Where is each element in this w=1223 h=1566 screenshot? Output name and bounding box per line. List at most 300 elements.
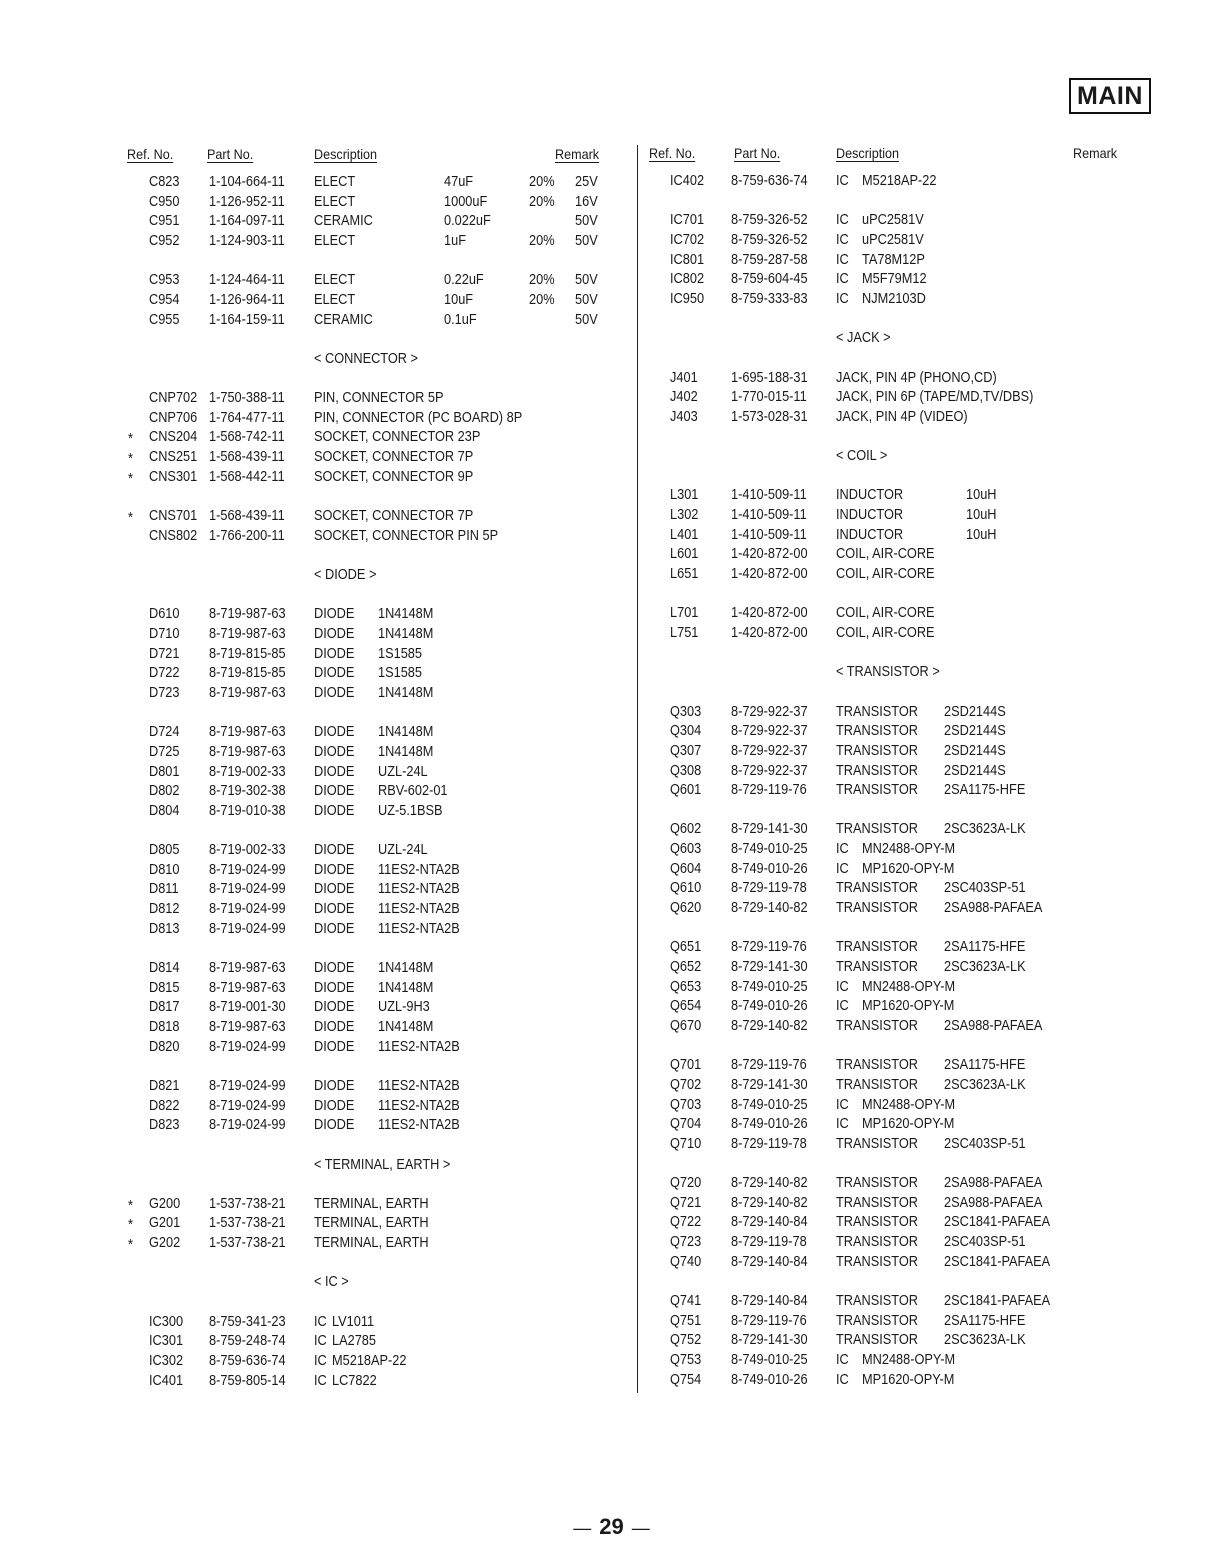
value: 1S1585 <box>378 645 422 662</box>
right-header-ref: Ref. No. <box>649 145 696 161</box>
description: TRANSISTOR <box>836 1017 919 1034</box>
description: DIODE <box>314 960 355 976</box>
description: TRANSISTOR <box>836 900 919 917</box>
part-no: 1-164-159-11 <box>209 311 285 328</box>
rating: 50V <box>575 272 598 289</box>
description: IC <box>836 998 849 1015</box>
part-no: 1-770-015-11 <box>731 389 807 406</box>
part-no: 1-420-872-00 <box>731 566 808 582</box>
value: 11ES2-NTA2B <box>378 920 460 937</box>
description: TRANSISTOR <box>836 939 919 956</box>
value: 2SD2144S <box>944 703 1006 720</box>
description: COIL, AIR-CORE <box>836 546 935 563</box>
description: TRANSISTOR <box>836 703 919 720</box>
description: DIODE <box>314 606 355 623</box>
ref-no: C950 <box>149 193 180 210</box>
value: 11ES2-NTA2B <box>378 881 460 898</box>
part-no: 8-719-024-99 <box>209 1097 286 1114</box>
ref-no: D815 <box>149 979 180 996</box>
value: 2SC1841-PAFAEA <box>944 1253 1051 1270</box>
ref-no: CNS251 <box>149 449 198 466</box>
part-no: 8-759-805-14 <box>209 1372 286 1389</box>
value: 1000uF <box>444 193 488 210</box>
ref-no: L701 <box>670 605 699 622</box>
description: IC <box>314 1353 327 1369</box>
part-no: 8-729-119-76 <box>731 939 807 956</box>
ref-no: D817 <box>149 999 180 1016</box>
part-no: 1-126-964-11 <box>209 291 285 308</box>
value: 11ES2-NTA2B <box>378 1097 460 1114</box>
ref-no: G202 <box>149 1235 181 1252</box>
tolerance: 20% <box>529 193 555 210</box>
ref-no: IC401 <box>149 1372 184 1389</box>
description: IC <box>836 1352 849 1368</box>
value: 11ES2-NTA2B <box>378 861 460 878</box>
description: IC <box>314 1313 327 1330</box>
description: INDUCTOR <box>836 507 904 524</box>
description: TRANSISTOR <box>836 1057 919 1074</box>
ref-no: Q652 <box>670 959 702 975</box>
description: SOCKET, CONNECTOR 7P <box>314 449 474 466</box>
part-no: 1-124-903-11 <box>209 232 285 249</box>
part-no: 8-729-119-78 <box>731 880 807 897</box>
ref-no: L751 <box>670 624 699 641</box>
part-no: 1-420-872-00 <box>731 605 808 622</box>
value: UZL-9H3 <box>378 999 430 1016</box>
part-no: 1-537-738-21 <box>209 1235 286 1252</box>
ref-no: IC302 <box>149 1353 184 1369</box>
description: IC <box>836 1371 849 1388</box>
value: MN2488-OPY-M <box>862 978 956 995</box>
part-no: 8-719-987-63 <box>209 606 286 623</box>
value: 10uH <box>966 507 997 524</box>
part-no: 1-764-477-11 <box>209 409 285 426</box>
part-no: 8-759-248-74 <box>209 1333 286 1350</box>
value: M5F79M12 <box>862 271 927 288</box>
description: DIODE <box>314 1038 355 1055</box>
value: M5218AP-22 <box>332 1353 407 1369</box>
description: TRANSISTOR <box>836 782 919 799</box>
tolerance: 20% <box>529 174 555 190</box>
description: DIODE <box>314 999 355 1016</box>
tolerance: 20% <box>529 232 555 249</box>
part-no: 8-729-922-37 <box>731 762 808 779</box>
reference-mark: * <box>128 451 133 468</box>
ref-no: D723 <box>149 684 180 701</box>
description: COIL, AIR-CORE <box>836 605 935 622</box>
description: TERMINAL, EARTH <box>314 1195 429 1212</box>
part-no: 8-729-922-37 <box>731 742 808 759</box>
part-no: 8-719-002-33 <box>209 842 286 859</box>
description: DIODE <box>314 743 355 760</box>
value: 1N4148M <box>378 1018 434 1035</box>
part-no: 8-729-140-84 <box>731 1214 808 1231</box>
ref-no: Q653 <box>670 978 702 995</box>
description: DIODE <box>314 783 355 800</box>
description: IC <box>836 271 849 288</box>
ref-no: D810 <box>149 861 180 878</box>
ref-no: J403 <box>670 408 698 425</box>
value: 0.022uF <box>444 213 491 230</box>
value: RBV-602-01 <box>378 783 448 800</box>
right-header-desc: Description <box>836 145 900 161</box>
description: DIODE <box>314 842 355 859</box>
ref-no: CNS204 <box>149 429 198 446</box>
description: DIODE <box>314 645 355 662</box>
part-no: 8-719-302-38 <box>209 783 286 800</box>
value: 2SA988-PAFAEA <box>944 1194 1043 1211</box>
value: LC7822 <box>332 1372 377 1389</box>
value: MP1620-OPY-M <box>862 860 955 877</box>
ref-no: C954 <box>149 291 180 308</box>
description: TRANSISTOR <box>836 821 919 838</box>
ref-no: IC702 <box>670 231 705 248</box>
value: 2SA1175-HFE <box>944 782 1026 799</box>
rating: 50V <box>575 232 598 249</box>
description: TRANSISTOR <box>836 1214 919 1231</box>
description: TRANSISTOR <box>836 1293 919 1310</box>
value: 1N4148M <box>378 743 434 760</box>
tolerance: 20% <box>529 272 555 289</box>
value: 2SA1175-HFE <box>944 1057 1026 1074</box>
value: MN2488-OPY-M <box>862 1352 956 1368</box>
value: M5218AP-22 <box>862 173 937 189</box>
description: INDUCTOR <box>836 487 904 504</box>
part-no: 8-729-140-84 <box>731 1293 808 1310</box>
ref-no: Q752 <box>670 1332 702 1349</box>
part-no: 8-729-922-37 <box>731 703 808 720</box>
part-no: 1-104-664-11 <box>209 174 285 190</box>
part-no: 8-729-141-30 <box>731 959 808 975</box>
description: IC <box>836 290 849 307</box>
value: 1N4148M <box>378 979 434 996</box>
value: UZL-24L <box>378 763 428 780</box>
value: 1N4148M <box>378 606 434 623</box>
description: CERAMIC <box>314 311 373 328</box>
part-no: 1-410-509-11 <box>731 507 807 524</box>
part-no: 1-164-097-11 <box>209 213 285 230</box>
ref-no: Q704 <box>670 1116 702 1133</box>
ref-no: L601 <box>670 546 699 563</box>
part-no: 8-759-341-23 <box>209 1313 286 1330</box>
part-no: 8-729-141-30 <box>731 1332 808 1349</box>
part-no: 8-719-987-63 <box>209 960 286 976</box>
part-no: 8-729-140-82 <box>731 1175 808 1192</box>
description: TRANSISTOR <box>836 723 919 740</box>
value: 1N4148M <box>378 724 434 741</box>
ref-no: Q602 <box>670 821 702 838</box>
ref-no: Q753 <box>670 1352 702 1368</box>
description: JACK, PIN 6P (TAPE/MD,TV/DBS) <box>836 389 1034 406</box>
value: UZL-24L <box>378 842 428 859</box>
ref-no: Q304 <box>670 723 702 740</box>
part-no: 8-749-010-26 <box>731 998 808 1015</box>
part-no: 8-719-024-99 <box>209 1077 286 1094</box>
ref-no: C955 <box>149 311 180 328</box>
ref-no: Q601 <box>670 782 702 799</box>
reference-mark: * <box>128 1197 133 1214</box>
left-header-desc: Description <box>314 146 378 162</box>
description: SOCKET, CONNECTOR 9P <box>314 468 474 485</box>
part-no: 8-729-140-84 <box>731 1253 808 1270</box>
ref-no: C952 <box>149 232 180 249</box>
value: 2SD2144S <box>944 762 1006 779</box>
ref-no: D822 <box>149 1097 180 1114</box>
part-no: 8-729-140-82 <box>731 1194 808 1211</box>
section-heading: < IC > <box>314 1274 349 1291</box>
description: IC <box>836 212 849 229</box>
ref-no: C953 <box>149 272 180 289</box>
part-no: 1-420-872-00 <box>731 546 808 563</box>
description: TRANSISTOR <box>836 1194 919 1211</box>
part-no: 8-749-010-25 <box>731 978 808 995</box>
section-heading: < JACK > <box>836 330 891 347</box>
value: MN2488-OPY-M <box>862 841 956 858</box>
description: DIODE <box>314 763 355 780</box>
description: JACK, PIN 4P (PHONO,CD) <box>836 369 997 386</box>
part-no: 8-719-010-38 <box>209 802 286 819</box>
value: 11ES2-NTA2B <box>378 901 460 918</box>
part-no: 8-759-604-45 <box>731 271 808 288</box>
ref-no: Q654 <box>670 998 702 1015</box>
description: SOCKET, CONNECTOR 7P <box>314 508 474 525</box>
value: uPC2581V <box>862 212 924 229</box>
ref-no: D812 <box>149 901 180 918</box>
description: IC <box>836 978 849 995</box>
part-no: 8-759-333-83 <box>731 290 808 307</box>
page-number: 29 <box>599 1514 624 1539</box>
part-no: 8-729-119-76 <box>731 1312 807 1329</box>
description: DIODE <box>314 802 355 819</box>
rating: 16V <box>575 193 598 210</box>
description: ELECT <box>314 232 356 249</box>
right-header-remark: Remark <box>1073 145 1118 161</box>
ref-no: D725 <box>149 743 180 760</box>
description: TRANSISTOR <box>836 959 919 975</box>
description: IC <box>836 1096 849 1113</box>
part-no: 1-573-028-31 <box>731 408 808 425</box>
rating: 50V <box>575 213 598 230</box>
part-no: 8-729-140-82 <box>731 1017 808 1034</box>
ref-no: CNS802 <box>149 527 198 544</box>
ref-no: CNS301 <box>149 468 198 485</box>
ref-no: D724 <box>149 724 180 741</box>
tolerance: 20% <box>529 291 555 308</box>
description: IC <box>836 841 849 858</box>
ref-no: Q721 <box>670 1194 702 1211</box>
ref-no: IC950 <box>670 290 705 307</box>
description: TRANSISTOR <box>836 1175 919 1192</box>
part-no: 1-420-872-00 <box>731 624 808 641</box>
description: DIODE <box>314 979 355 996</box>
ref-no: Q723 <box>670 1234 702 1251</box>
ref-no: CNP702 <box>149 390 198 407</box>
ref-no: Q603 <box>670 841 702 858</box>
ref-no: D813 <box>149 920 180 937</box>
description: TERMINAL, EARTH <box>314 1215 429 1232</box>
value: 1S1585 <box>378 665 422 682</box>
description: DIODE <box>314 881 355 898</box>
value: LV1011 <box>332 1313 375 1330</box>
part-no: 8-729-119-78 <box>731 1135 807 1152</box>
part-no: 8-719-024-99 <box>209 881 286 898</box>
part-no: 8-749-010-25 <box>731 1352 808 1368</box>
description: ELECT <box>314 272 356 289</box>
ref-no: Q702 <box>670 1076 702 1093</box>
value: 2SC3623A-LK <box>944 959 1026 975</box>
part-no: 8-719-987-63 <box>209 684 286 701</box>
description: DIODE <box>314 1077 355 1094</box>
description: DIODE <box>314 920 355 937</box>
description: TRANSISTOR <box>836 1332 919 1349</box>
ref-no: Q303 <box>670 703 702 720</box>
ref-no: IC402 <box>670 173 705 189</box>
left-header-remark: Remark <box>555 146 600 162</box>
reference-mark: * <box>128 1217 133 1234</box>
description: DIODE <box>314 861 355 878</box>
ref-no: Q722 <box>670 1214 702 1231</box>
ref-no: Q710 <box>670 1135 702 1152</box>
ref-no: D821 <box>149 1077 180 1094</box>
description: IC <box>836 231 849 248</box>
description: PIN, CONNECTOR (PC BOARD) 8P <box>314 409 523 426</box>
part-no: 1-410-509-11 <box>731 487 807 504</box>
description: ELECT <box>314 193 356 210</box>
part-no: 1-568-742-11 <box>209 429 285 446</box>
page-footer <box>0 1514 1223 1540</box>
value: 2SC403SP-51 <box>944 1234 1026 1251</box>
value: 2SD2144S <box>944 723 1006 740</box>
ref-no: D811 <box>149 881 179 898</box>
description: TRANSISTOR <box>836 1253 919 1270</box>
part-no: 8-729-922-37 <box>731 723 808 740</box>
value: TA78M12P <box>862 251 925 268</box>
ref-no: Q703 <box>670 1096 702 1113</box>
part-no: 1-410-509-11 <box>731 526 807 543</box>
description: IC <box>314 1333 327 1350</box>
part-no: 8-719-987-63 <box>209 625 286 642</box>
description: DIODE <box>314 665 355 682</box>
part-no: 8-719-815-85 <box>209 645 286 662</box>
part-no: 1-126-952-11 <box>209 193 285 210</box>
ref-no: D814 <box>149 960 180 976</box>
ref-no: Q720 <box>670 1175 702 1192</box>
ref-no: L651 <box>670 566 699 582</box>
description: ELECT <box>314 174 356 190</box>
rating: 50V <box>575 291 598 308</box>
description: TRANSISTOR <box>836 742 919 759</box>
value: UZ-5.1BSB <box>378 802 443 819</box>
description: IC <box>836 251 849 268</box>
value: 2SC1841-PAFAEA <box>944 1293 1051 1310</box>
section-badge-label: MAIN <box>1077 81 1143 110</box>
value: 2SA988-PAFAEA <box>944 1017 1043 1034</box>
value: MP1620-OPY-M <box>862 998 955 1015</box>
description: IC <box>836 173 849 189</box>
ref-no: Q751 <box>670 1312 702 1329</box>
ref-no: D721 <box>149 645 180 662</box>
value: 11ES2-NTA2B <box>378 1117 460 1134</box>
ref-no: D802 <box>149 783 180 800</box>
section-heading: < COIL > <box>836 448 888 465</box>
ref-no: L401 <box>670 526 699 543</box>
reference-mark: * <box>128 470 133 487</box>
footer-dash-right: — <box>631 1518 650 1538</box>
description: IC <box>836 1116 849 1133</box>
part-no: 8-719-987-63 <box>209 743 286 760</box>
ref-no: C823 <box>149 174 180 190</box>
part-no: 8-729-140-82 <box>731 900 808 917</box>
section-heading: < CONNECTOR > <box>314 350 419 367</box>
value: 1N4148M <box>378 684 434 701</box>
part-no: 8-729-119-76 <box>731 782 807 799</box>
right-header-part: Part No. <box>734 145 781 161</box>
description: DIODE <box>314 1117 355 1134</box>
footer-dash-left: — <box>573 1518 592 1538</box>
value: 10uH <box>966 526 997 543</box>
description: DIODE <box>314 625 355 642</box>
value: 0.22uF <box>444 272 484 289</box>
value: 47uF <box>444 174 474 190</box>
description: DIODE <box>314 901 355 918</box>
part-no: 1-537-738-21 <box>209 1195 286 1212</box>
description: IC <box>314 1372 327 1389</box>
description: INDUCTOR <box>836 526 904 543</box>
description: ELECT <box>314 291 356 308</box>
value: uPC2581V <box>862 231 924 248</box>
part-no: 1-695-188-31 <box>731 369 808 386</box>
description: IC <box>836 860 849 877</box>
ref-no: Q604 <box>670 860 702 877</box>
part-no: 8-719-987-63 <box>209 1018 286 1035</box>
description: COIL, AIR-CORE <box>836 624 935 641</box>
value: 2SA988-PAFAEA <box>944 1175 1043 1192</box>
value: LA2785 <box>332 1333 376 1350</box>
value: 11ES2-NTA2B <box>378 1077 460 1094</box>
part-no: 8-719-024-99 <box>209 920 286 937</box>
part-no: 8-759-287-58 <box>731 251 808 268</box>
ref-no: D804 <box>149 802 180 819</box>
rating: 25V <box>575 174 598 190</box>
value: 2SD2144S <box>944 742 1006 759</box>
part-no: 8-719-987-63 <box>209 724 286 741</box>
ref-no: D801 <box>149 763 180 780</box>
description: SOCKET, CONNECTOR 23P <box>314 429 481 446</box>
part-no: 1-124-464-11 <box>209 272 285 289</box>
ref-no: Q308 <box>670 762 702 779</box>
part-no: 1-568-439-11 <box>209 449 285 466</box>
ref-no: L302 <box>670 507 699 524</box>
reference-mark: * <box>128 1237 133 1254</box>
description: JACK, PIN 4P (VIDEO) <box>836 408 968 425</box>
ref-no: D823 <box>149 1117 180 1134</box>
ref-no: Q307 <box>670 742 702 759</box>
ref-no: D710 <box>149 625 180 642</box>
ref-no: J402 <box>670 389 698 406</box>
value: 11ES2-NTA2B <box>378 1038 460 1055</box>
part-no: 8-759-326-52 <box>731 231 808 248</box>
column-divider <box>637 145 638 1393</box>
left-header-part: Part No. <box>207 146 254 162</box>
description: COIL, AIR-CORE <box>836 566 935 582</box>
ref-no: Q670 <box>670 1017 702 1034</box>
ref-no: Q620 <box>670 900 702 917</box>
ref-no: CNP706 <box>149 409 198 426</box>
value: 2SC403SP-51 <box>944 880 1026 897</box>
description: TRANSISTOR <box>836 880 919 897</box>
description: TRANSISTOR <box>836 762 919 779</box>
description: DIODE <box>314 1097 355 1114</box>
